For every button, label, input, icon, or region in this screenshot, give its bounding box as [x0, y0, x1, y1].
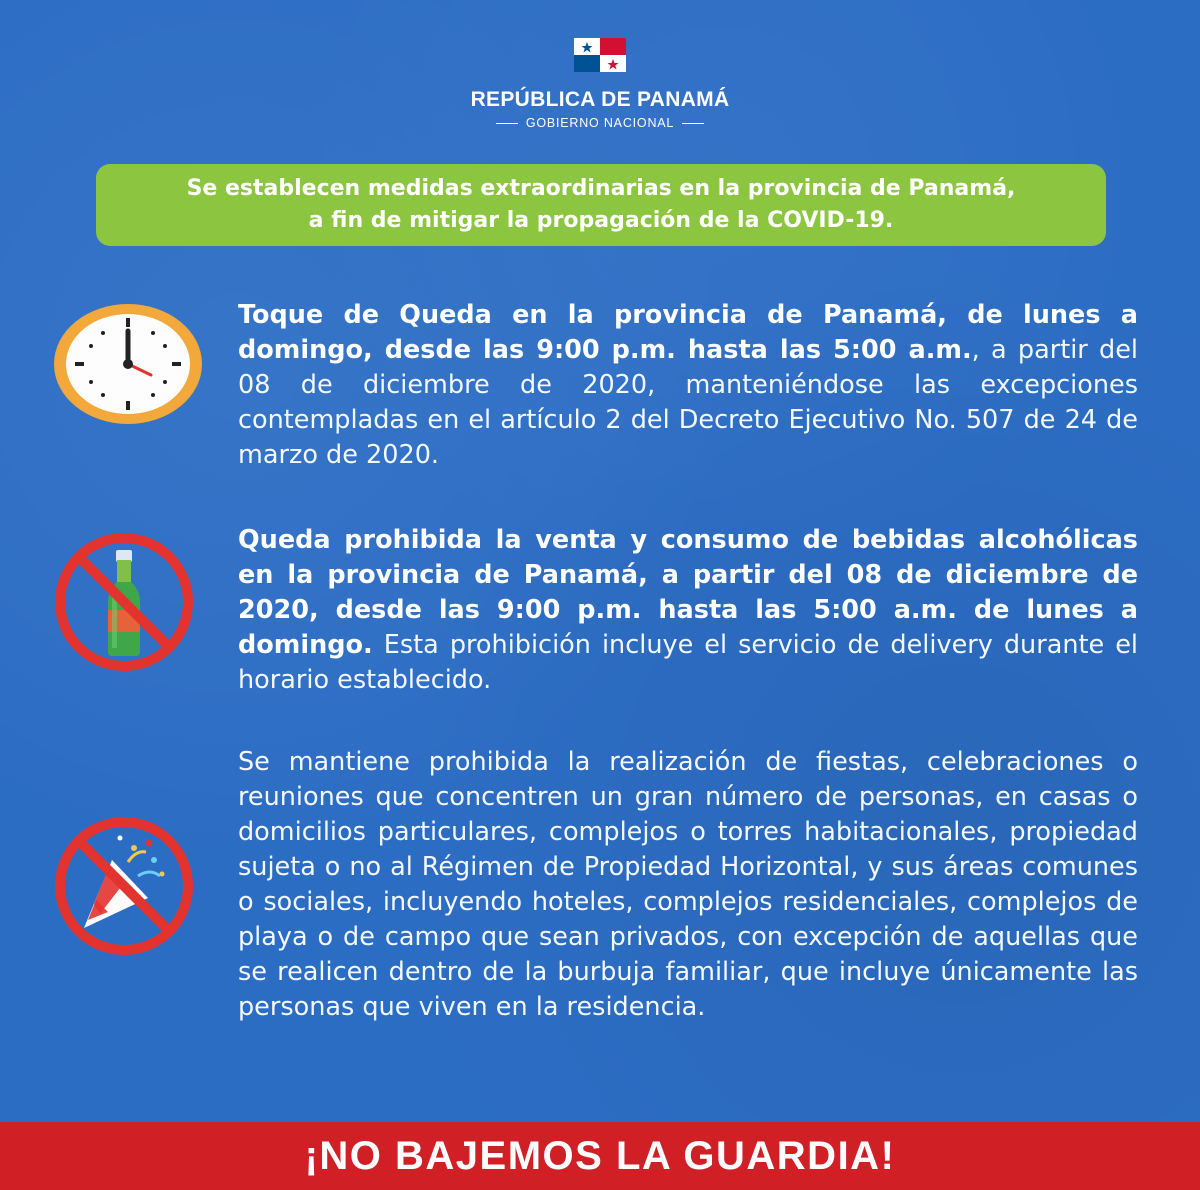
government-subtitle-text: GOBIERNO NACIONAL [525, 116, 675, 130]
no-party-icon [50, 812, 198, 960]
gatherings-measure-text: Se mantiene prohibida la realización de fiestas, celebraciones o reuniones que concentren un gran número de personas, en casas o domicilios particulares, complejos o torres habitacionales, propiedad sujeta o no al Régimen de Propiedad Horizontal, y sus áreas comunes o sociales, incluyendo hoteles, complejos residenciales, complejos de playa o de campo que sean privados, con excepción de aquellas que se realicen dentro de la burbuja familiar, que incluye únicamente las personas que viven en la residencia. [238, 747, 1138, 1022]
alcohol-measure-text: Esta prohibición incluye el servicio de delivery durante el horario establecido. [238, 630, 1138, 695]
slogan-footer [0, 1122, 1200, 1190]
country-name: REPÚBLICA DE PANAMÁ [470, 88, 730, 111]
government-subtitle [0, 116, 1200, 130]
curfew-measure-text: , a partir del 08 de diciembre de 2020, manteniéndose las excepciones contempladas en el artículo 2 del Decreto Ejecutivo No. 507 de 24 de marzo de 2020. [238, 335, 1139, 470]
curfew-measure-bold: Toque de Queda en la provincia de Panamá, de lunes a domingo, desde las 9:00 p.m. hasta las 5:00 a.m. [238, 300, 1138, 365]
no-alcohol-icon [50, 528, 198, 676]
gatherings-measure [238, 745, 1138, 1025]
panama-flag-icon [574, 38, 626, 72]
slogan-text: ¡NO BAJEMOS LA GUARDIA! [304, 1133, 896, 1178]
curfew-measure [238, 298, 1138, 473]
headline-line-2: a fin de mitigar la propagación de la COVID-19. [308, 208, 894, 233]
alcohol-measure-bold: Queda prohibida la venta y consumo de bebidas alcohólicas en la provincia de Panamá, a partir del 08 de diciembre de 2020, desde las 9:00 p.m. hasta las 5:00 a.m. de lunes a domingo. [238, 525, 1138, 660]
clock-icon [53, 303, 203, 425]
government-header [0, 38, 1200, 130]
alcohol-measure [238, 523, 1138, 698]
headline-banner [96, 164, 1106, 246]
headline-line-1: Se establecen medidas extraordinarias en la provincia de Panamá, [186, 176, 1016, 201]
